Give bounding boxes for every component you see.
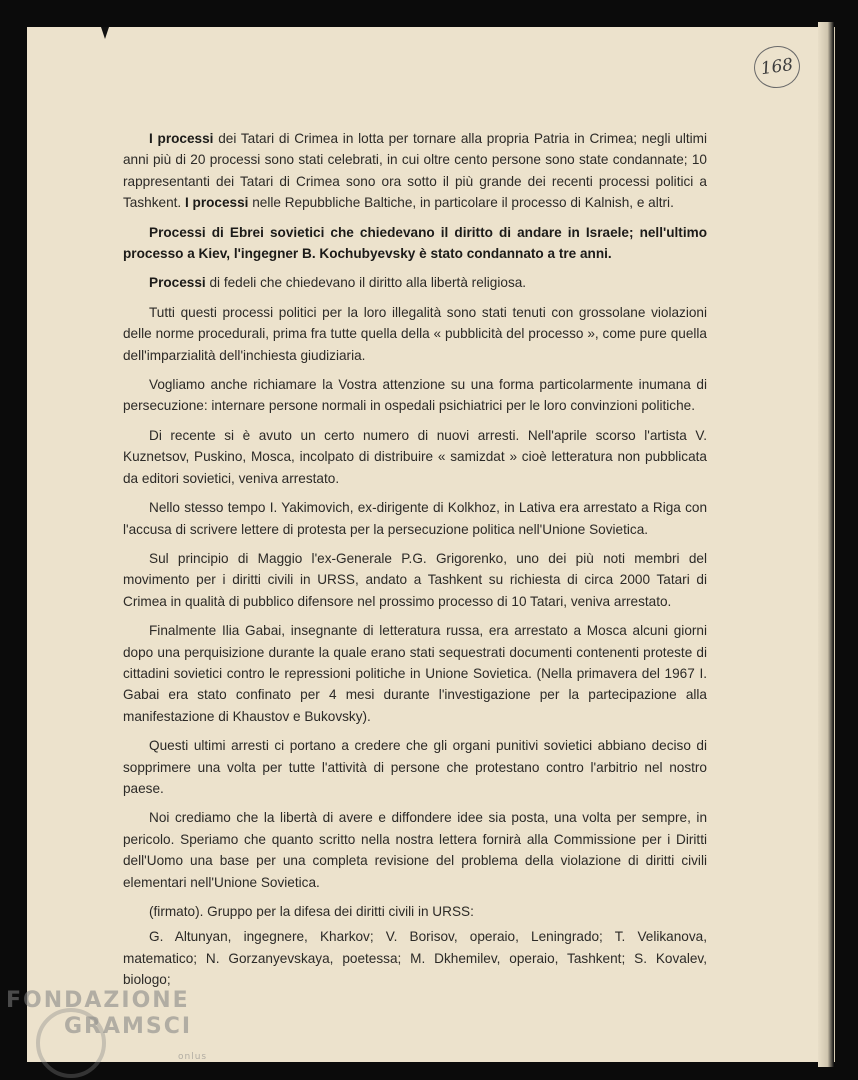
- watermark-line1: FONDAZIONE: [6, 988, 190, 1013]
- paragraph-gabai: Finalmente Ilia Gabai, insegnante di letteratura russa, era arrestato a Mosca alcuni giorni dopo una perquisizione durante la quale erano stati sequestrati documenti contenenti proteste di cittadini sovietici contro le repressioni politiche in Unione Sovietica. (Nella primavera del 1967 I. Gabai era stato confinato per 4 mesi durante l'investigazione per la partecipazione alla manifestazione di Khaustov e Bukovsky).: [123, 623, 707, 724]
- paragraph-text: di fedeli che chiedevano il diritto alla libertà religiosa.: [205, 275, 527, 291]
- paragraph-text: dei Tatari di Crimea in lotta per tornare alla propria Patria in Crimea; negli ultimi anni più di 20 processi sono stati celebrati, in cui oltre cento persone sono state condannate; 10 rappresentanti dei Tatari di Crimea sono ora sotto il più grande dei recenti processi politici a Tashkent.: [123, 131, 708, 211]
- paragraph-violazioni: Tutti questi processi politici per la loro illegalità sono stati tenuti con grossolane violazioni delle norme procedurali, prima fra tutte quella della « pubblicità del processo », come pure quella dell'imparzialità dell'inchiesta giudiziaria.: [123, 304, 707, 363]
- paragraph-text: nelle Repubbliche Baltiche, in particolare il processo di Kalnish, e altri.: [248, 195, 674, 211]
- paragraph-ospedali: Vogliamo anche richiamare la Vostra attenzione su una forma particolarmente inumana di persecuzione: internare persone normali in ospedali psichiatrici per le loro convinzioni politiche.: [123, 377, 707, 414]
- paragraph-yakimovich: Nello stesso tempo I. Yakimovich, ex-dirigente di Kolkhoz, in Lativa era arrestato a Riga con l'accusa di scrivere lettere di protesta per la persecuzione politica nell'Unione Sovietica.: [123, 500, 707, 537]
- paragraph-arresti: Questi ultimi arresti ci portano a credere che gli organi punitivi sovietici abbiano deciso di sopprimere una volta per tutte l'attività di persone che protestano contro l'arbitrio nel nostro paese.: [123, 738, 707, 796]
- paragraph-signatories: G. Altunyan, ingegnere, Kharkov; V. Borisov, operaio, Leningrado; T. Velikanova, matematico; N. Gorzanyevskaya, poetessa; M. Dkhemilev, operaio, Tashkent; S. Kovalev, biologo;: [123, 929, 707, 988]
- paragraph-liberta: Noi crediamo che la libertà di avere e diffondere idee sia posta, una volta per sempre, in pericolo. Speriamo che quanto scritto nella nostra lettera fornirà alla Commissione per i Diritti dell'Uomo una base per una completa revisione del problema della violazione di diritti civili elementari nell'Unione Sovietica.: [123, 810, 707, 890]
- paragraph-ebrei: Processi di Ebrei sovietici che chiedevano il diritto di andare in Israele; nell'ultimo processo a Kiev, l'ingegner B. Kochubyevsky è stato condannato a tre anni.: [123, 224, 707, 262]
- bold-lead: Processi: [149, 275, 206, 291]
- paragraph-kuznetsov: Di recente si è avuto un certo numero di nuovi arresti. Nell'aprile scorso l'artista V. Kuznetsov, Puskino, Mosca, incolpato di distribuire « samizdat » cioè letteratura non pubblicata da editori sovietici, veniva arrestato.: [123, 427, 707, 486]
- paragraph-firmato: (firmato). Gruppo per la difesa dei diritti civili in URSS:: [149, 904, 474, 919]
- bold-lead: I processi: [149, 131, 214, 146]
- watermark-logo: [6, 988, 208, 1062]
- watermark-line2: GRAMSCI: [64, 1014, 193, 1039]
- page-edge: [818, 22, 834, 1067]
- stamp-number: 168: [759, 54, 795, 80]
- watermark-line3: onlus: [178, 1052, 208, 1062]
- paragraph-grigorenko: Sul principio di Maggio l'ex-Generale P.G. Grigorenko, uno dei più noti membri del movimento per i diritti civili in URSS, andato a Tashkent su richiesta di circa 2000 Tatari di Crimea in qualità di pubblico difensore nel prossimo processo di 10 Tatari, veniva arrestato.: [123, 550, 707, 609]
- paragraph-tatari: [123, 128, 707, 214]
- bold-lead: I processi: [184, 195, 249, 211]
- punch-mark: [101, 27, 109, 39]
- document-body: [123, 128, 707, 999]
- paragraph-fedeli: [123, 272, 707, 293]
